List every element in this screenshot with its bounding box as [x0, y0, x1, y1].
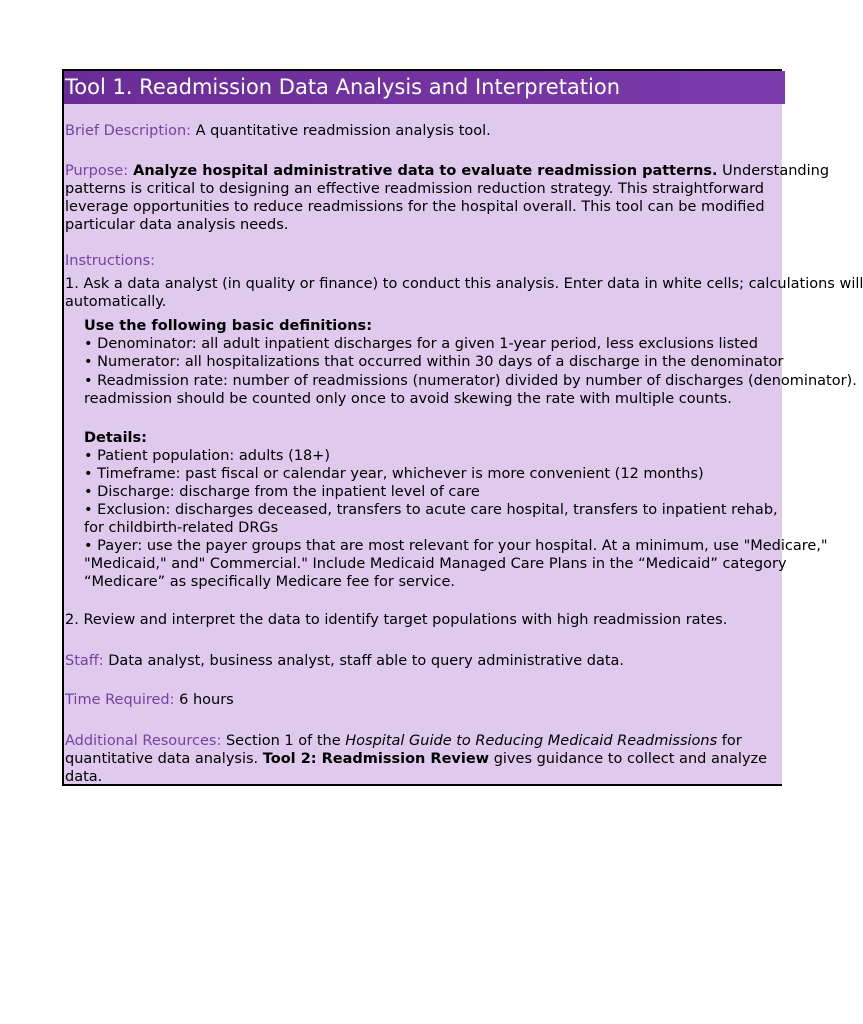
sheet-title: Tool 1. Readmission Data Analysis and Interpretation — [64, 71, 785, 104]
brief-label: Brief Description: — [65, 123, 192, 139]
time-required — [65, 691, 234, 709]
definition-rate: • Readmission rate: number of readmissions (numerator) divided by number of discharges (denominator). — [84, 373, 857, 389]
detail-exclusion: • Exclusion: discharges deceased, transfers to acute care hospital, transfers to inpatient rehab, — [84, 502, 778, 518]
purpose-rest: Understanding — [717, 163, 830, 179]
staff-text: Data analyst, business analyst, staff able to query administrative data. — [103, 653, 625, 669]
instructions-step1-line-2: automatically. — [65, 294, 167, 310]
resources-guide-title: Hospital Guide to Reducing Medicaid Readmissions — [345, 733, 718, 749]
detail-population: • Patient population: adults (18+) — [84, 448, 330, 464]
resources-tool2: Tool 2: Readmission Review — [262, 751, 490, 767]
instructions-step1-line-1: 1. Ask a data analyst (in quality or finance) to conduct this analysis. Enter data in white cells; calculations will — [65, 276, 863, 292]
time-text: 6 hours — [174, 692, 234, 708]
resources-line-2-text: quantitative data analysis. — [65, 751, 263, 767]
detail-payer-cont-1: "Medicaid," and" Commercial." Include Medicaid Managed Care Plans in the “Medicaid” category — [84, 556, 787, 572]
purpose-bold: Analyze hospital administrative data to evaluate readmission patterns. — [128, 163, 718, 179]
brief-text: A quantitative readmission analysis tool. — [191, 123, 491, 139]
instructions-label: Instructions: — [65, 253, 156, 269]
purpose-line-3: leverage opportunities to reduce readmissions for the hospital overall. This tool can be modified — [65, 199, 765, 215]
detail-payer-cont-2: “Medicare” as specifically Medicare fee for service. — [84, 574, 456, 590]
resources-line-3: data. — [65, 769, 103, 785]
instructions-step2: 2. Review and interpret the data to identify target populations with high readmission rates. — [65, 612, 728, 628]
tool-sheet — [62, 69, 863, 786]
detail-payer: • Payer: use the payer groups that are most relevant for your hospital. At a minimum, use "Medicare," — [84, 538, 828, 554]
resources-text-rest: for — [717, 733, 742, 749]
resources-line-2 — [65, 750, 767, 768]
definition-rate-cont: readmission should be counted only once to avoid skewing the rate with multiple counts. — [84, 391, 732, 407]
detail-discharge: • Discharge: discharge from the inpatient level of care — [84, 484, 480, 500]
purpose-line-2: patterns is critical to designing an effective readmission reduction strategy. This straightforward — [65, 181, 765, 197]
definition-numerator: • Numerator: all hospitalizations that occurred within 30 days of a discharge in the denominator — [84, 354, 784, 370]
resources-line-2-rest: gives guidance to collect and analyze — [489, 751, 768, 767]
detail-exclusion-cont: for childbirth-related DRGs — [84, 520, 279, 536]
details-heading: Details: — [84, 430, 147, 446]
purpose-label: Purpose: — [65, 163, 129, 179]
staff-label: Staff: — [65, 653, 104, 669]
staff — [65, 652, 624, 670]
resources-text: Section 1 of the — [221, 733, 346, 749]
resources-line-1 — [65, 732, 742, 750]
time-label: Time Required: — [65, 692, 175, 708]
purpose-line-1 — [65, 162, 829, 180]
resources-label: Additional Resources: — [65, 733, 222, 749]
brief-description — [65, 122, 491, 140]
purpose-line-4: particular data analysis needs. — [65, 217, 289, 233]
detail-timeframe: • Timeframe: past fiscal or calendar year, whichever is more convenient (12 months) — [84, 466, 704, 482]
definition-denominator: • Denominator: all adult inpatient discharges for a given 1-year period, less exclusions listed — [84, 336, 758, 352]
definitions-heading: Use the following basic definitions: — [84, 318, 372, 334]
